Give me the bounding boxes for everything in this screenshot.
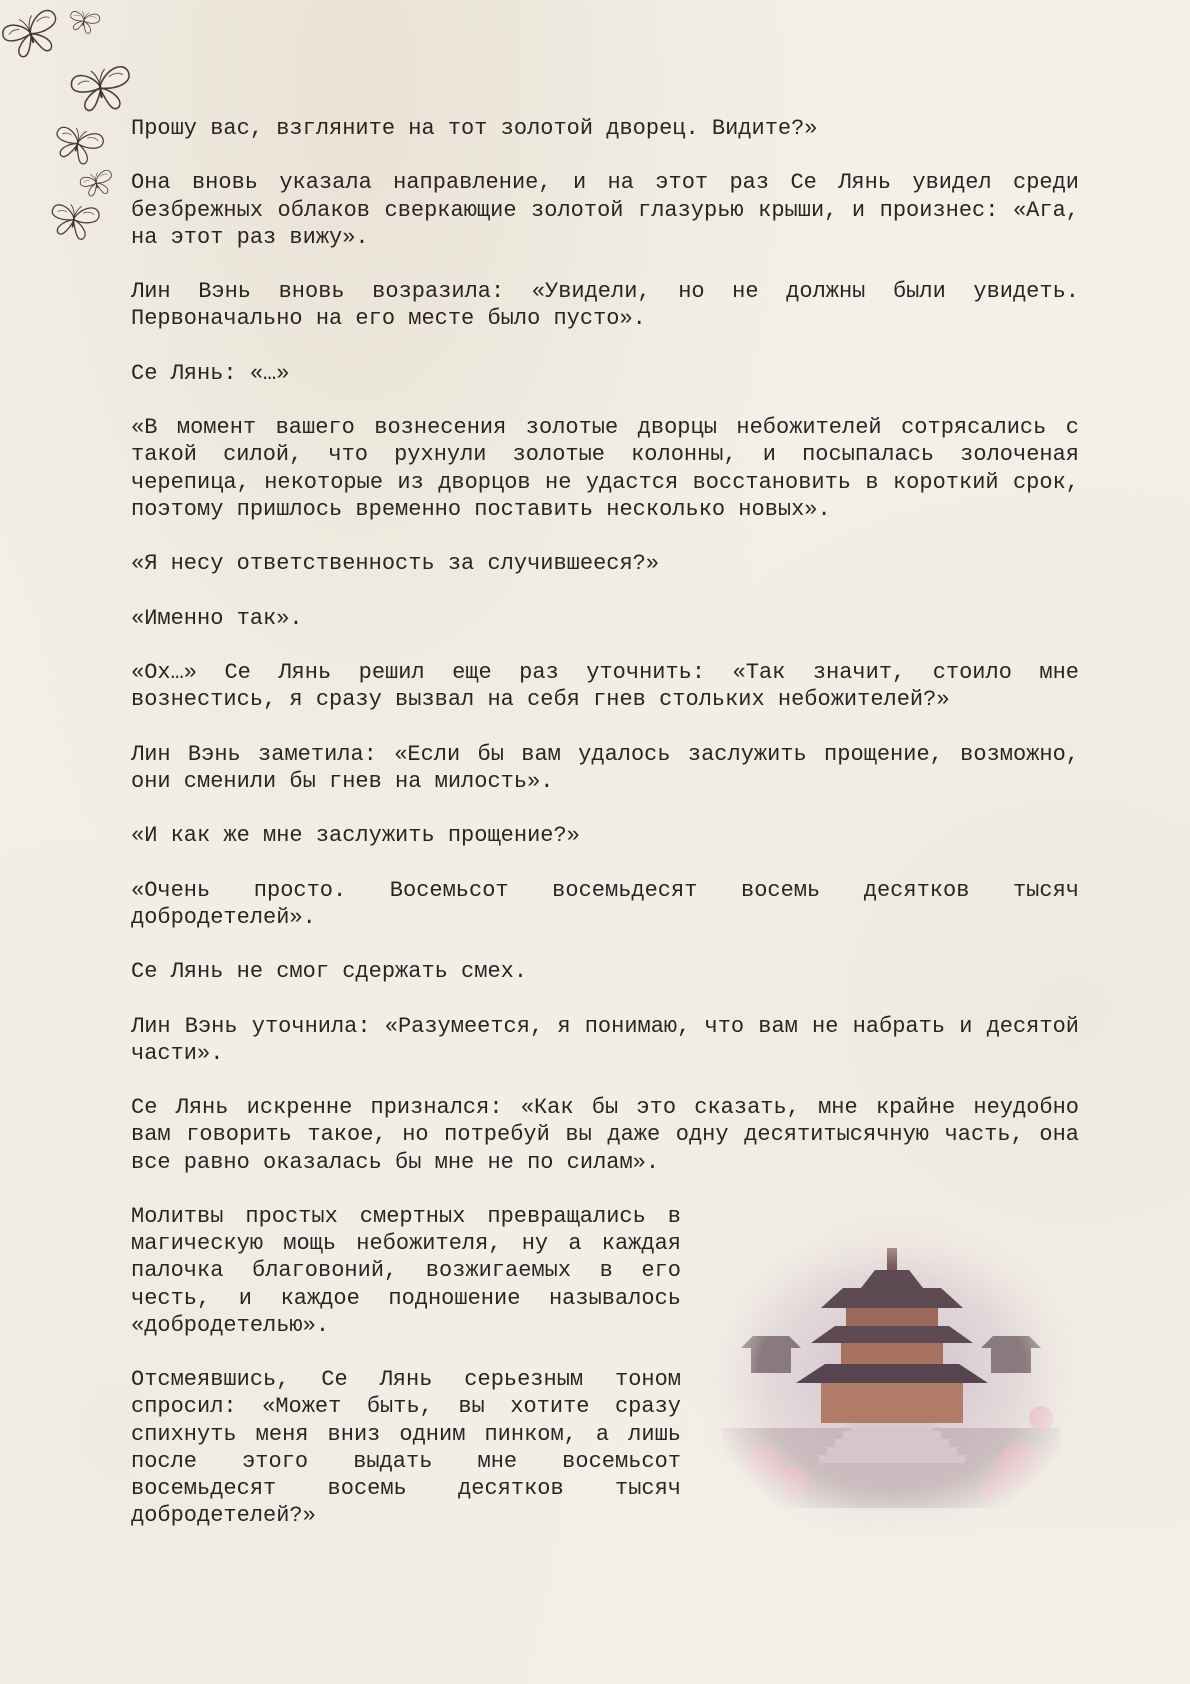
paragraph: Се Лянь: «…» <box>131 360 290 386</box>
paragraph: Лин Вэнь вновь возразила: «Увидели, но не должны были увидеть. Первоначально на его месте было пусто». <box>131 279 1079 332</box>
palace-illustration <box>701 1218 1084 1538</box>
butterfly-icon <box>79 169 116 199</box>
document-body <box>131 115 1079 1557</box>
paragraph: Лин Вэнь заметила: «Если бы вам удалось заслужить прощение, возможно, они сменили бы гнев на милость». <box>131 741 1079 794</box>
butterflies-decoration <box>0 0 140 250</box>
paragraph: Молитвы простых смертных превращались в магическую мощь небожителя, ну а каждая палочка благовоний, возжигаемых в его честь, и каждое подношение называлось «добродетелью». <box>131 1203 681 1338</box>
paragraph: «Очень просто. Восемьсот восемьдесят восемь десятков тысяч добродетелей». <box>131 877 1079 930</box>
paragraph: Отсмеявшись, Се Лянь серьезным тоном спросил: «Может быть, вы хотите сразу спихнуть меня вниз одним пинком, а лишь после этого выдать мне восемьсот восемьдесят восемь десятков тысяч добродетелей?» <box>131 1367 681 1529</box>
paragraph: Прошу вас, взгляните на тот золотой дворец. Видите?» <box>131 116 818 141</box>
paragraph: Лин Вэнь уточнила: «Разумеется, я понимаю, что вам не набрать и десятой части». <box>131 1013 1079 1066</box>
butterfly-icon <box>51 123 105 167</box>
butterfly-icon <box>68 9 101 35</box>
butterfly-icon <box>70 66 134 115</box>
paragraph: «Ох…» Се Лянь решил еще раз уточнить: «Так значит, стоило мне вознестись, я сразу вызвал на себя гнев стольких небожителей?» <box>131 659 1079 713</box>
butterfly-icon <box>48 201 100 241</box>
paragraph: «В момент вашего вознесения золотые дворцы небожителей сотрясались с такой силой, что рухнули золотые колонны, и посыпалась золоченая черепица, некоторые из дворцов не удастся восстановить в короткий срок, поэтому пришлось временно поставить несколько новых». <box>131 415 1079 522</box>
paragraph: «И как же мне заслужить прощение?» <box>131 823 580 849</box>
paragraph: «Я несу ответственность за случившееся?» <box>131 551 660 577</box>
butterfly-icon <box>0 8 65 62</box>
paragraph: Се Лянь искренне признался: «Как бы это сказать, мне крайне неудобно вам говорить такое, но потребуй вы даже одну десятитысячную часть, она все равно оказалась бы мне не по силам». <box>131 1095 1079 1175</box>
paragraph: Она вновь указала направление, и на этот раз Се Лянь увидел среди безбрежных облаков сверкающие золотой глазурью крыши, и произнес: «Ага, на этот раз вижу». <box>131 170 1079 250</box>
paragraph: «Именно так». <box>131 605 303 631</box>
paragraph: Се Лянь не смог сдержать смех. <box>131 959 528 985</box>
